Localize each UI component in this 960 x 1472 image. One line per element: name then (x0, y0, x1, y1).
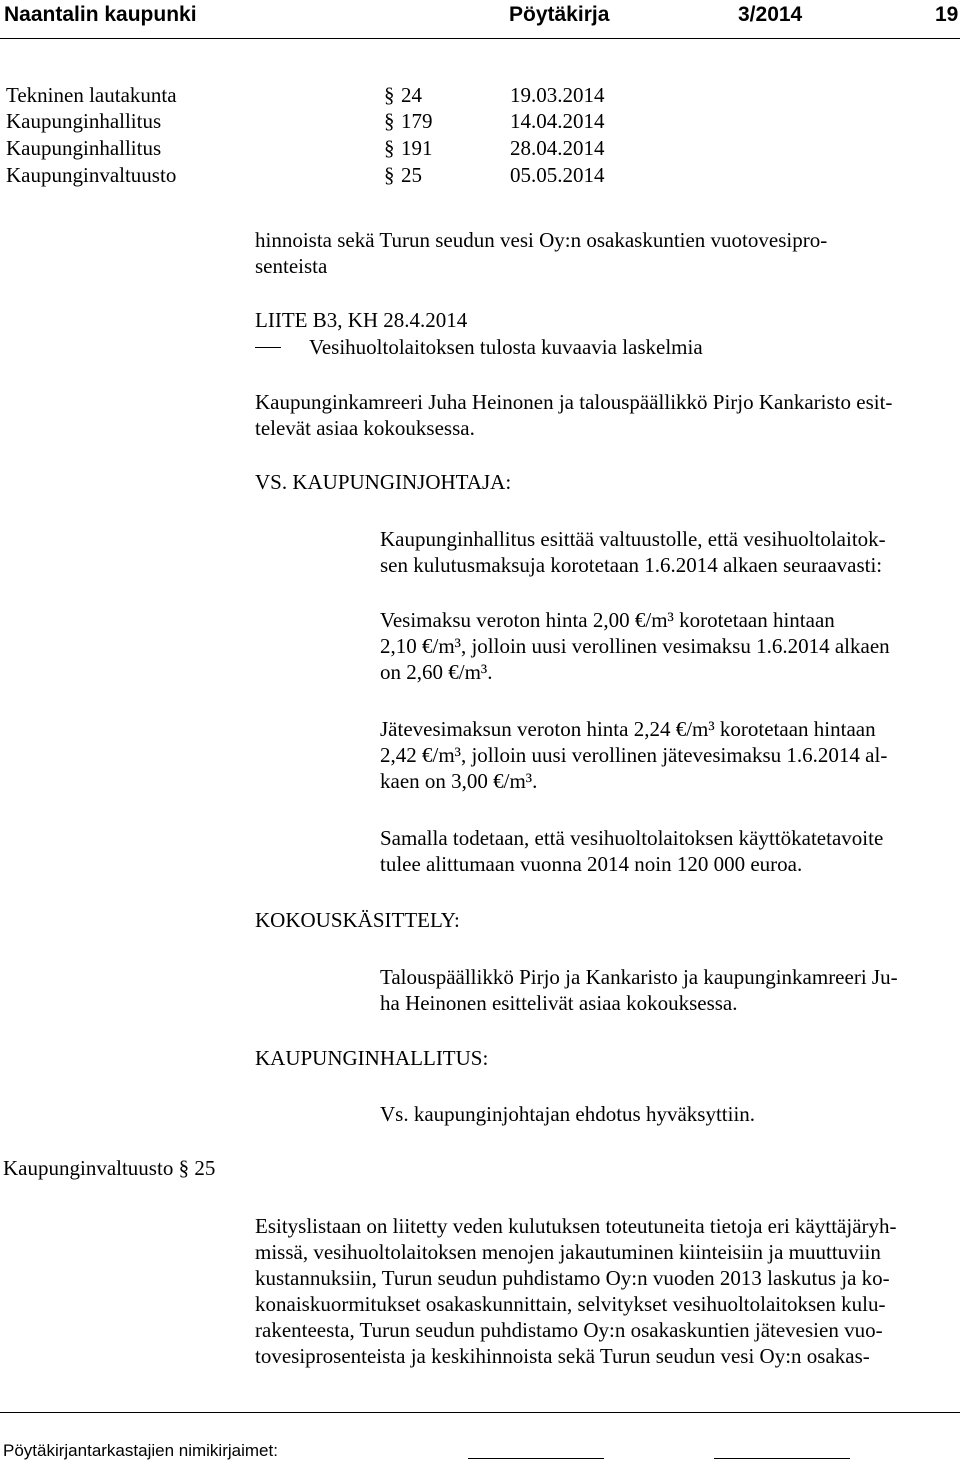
dash-icon (255, 347, 281, 348)
section-icon: § (178, 1156, 190, 1180)
intro-text (255, 227, 827, 279)
history-section: 24 (401, 83, 422, 107)
meeting-text (380, 964, 898, 1016)
footer-label: Pöytäkirjantarkastajien nimikirjaimet: (3, 1441, 278, 1460)
text-line: on 2,60 €/m³. (380, 660, 493, 684)
text-line: konaiskuormitukset osakaskunnittain, selvitykset vesihuoltolaitoksen kulu- (255, 1292, 886, 1316)
header-divider (0, 38, 960, 39)
text-line: hinnoista sekä Turun seudun vesi Oy:n osakaskuntien vuotovesipro- (255, 228, 828, 252)
history-body: Kaupunginhallitus (6, 109, 162, 133)
history-date: 14.04.2014 (510, 109, 605, 133)
proposal-paragraph-4 (380, 825, 883, 877)
council-text (255, 1213, 897, 1369)
signature-line (468, 1458, 604, 1459)
signature-line (714, 1458, 850, 1459)
presenters-text (255, 389, 892, 441)
text-line: kustannuksiin, Turun seudun puhdistamo Oy:n vuoden 2013 laskutus ja ko- (255, 1266, 890, 1290)
text-line: Vesimaksu veroton hinta 2,00 €/m³ korotetaan hintaan (380, 608, 835, 632)
text-line: tovesiprosenteista ja keskihinnoista sekä Turun seudun vesi Oy:n osakas- (255, 1344, 870, 1368)
attachment-item (255, 334, 703, 360)
text-line: sen kulutusmaksuja korotetaan 1.6.2014 alkaen seuraavasti: (380, 553, 883, 577)
history-body: Kaupunginvaltuusto (6, 163, 177, 187)
municipality-name: Naantalin kaupunki (4, 3, 197, 26)
text-line: televät asiaa kokouksessa. (255, 416, 475, 440)
council-section: 25 (194, 1156, 216, 1180)
history-section: 191 (401, 136, 433, 160)
text-line: Samalla todetaan, että vesihuoltolaitoksen käyttökatetavoite (380, 826, 884, 850)
text-line: tulee alittumaan vuonna 2014 noin 120 000 euroa. (380, 852, 803, 876)
meeting-label: KOKOUSKÄSITTELY: (255, 908, 460, 932)
history-date: 19.03.2014 (510, 83, 605, 107)
attachment-item-label: Vesihuoltolaitoksen tulosta kuvaavia laskelmia (309, 335, 703, 359)
text-line: 2,42 €/m³, jolloin uusi verollinen jätevesimaksu 1.6.2014 al- (380, 743, 888, 767)
footer-divider (0, 1412, 960, 1413)
board-decision: Vs. kaupunginjohtajan ehdotus hyväksyttiin. (380, 1102, 756, 1126)
section-icon: § (384, 136, 395, 160)
text-line: missä, vesihuoltolaitoksen menojen jakautuminen kiinteisiin ja muuttuviin (255, 1240, 881, 1264)
text-line: 2,10 €/m³, jolloin uusi verollinen vesimaksu 1.6.2014 alkaen (380, 634, 890, 658)
proposal-label: VS. KAUPUNGINJOHTAJA: (255, 470, 512, 494)
history-section: 25 (401, 163, 422, 187)
text-line: Kaupunginkamreeri Juha Heinonen ja talouspäällikkö Pirjo Kankaristo esit- (255, 390, 893, 414)
proposal-paragraph-1 (380, 526, 886, 578)
attachment-title: LIITE B3, KH 28.4.2014 (255, 308, 468, 332)
proposal-paragraph-3 (380, 716, 887, 794)
text-line: Esityslistaan on liitetty veden kulutuksen toteutuneita tietoja eri käyttäjäryh- (255, 1214, 897, 1238)
text-line: rakenteesta, Turun seudun puhdistamo Oy:n osakaskuntien jätevesien vuo- (255, 1318, 883, 1342)
history-date: 28.04.2014 (510, 136, 605, 160)
document-type: Pöytäkirja (509, 3, 610, 26)
document-number: 3/2014 (738, 3, 803, 26)
page-number: 19 (935, 3, 959, 26)
history-body: Kaupunginhallitus (6, 136, 162, 160)
council-body: Kaupunginvaltuusto (3, 1156, 174, 1180)
section-icon: § (384, 83, 395, 107)
text-line: Kaupunginhallitus esittää valtuustolle, että vesihuoltolaitok- (380, 527, 886, 551)
section-icon: § (384, 163, 395, 187)
council-heading (3, 1155, 215, 1181)
text-line: ha Heinonen esittelivät asiaa kokouksessa. (380, 991, 738, 1015)
history-section: 179 (401, 109, 433, 133)
text-line: senteista (255, 254, 328, 278)
text-line: Jätevesimaksun veroton hinta 2,24 €/m³ korotetaan hintaan (380, 717, 876, 741)
board-label: KAUPUNGINHALLITUS: (255, 1046, 489, 1070)
history-body: Tekninen lautakunta (6, 83, 177, 107)
history-date: 05.05.2014 (510, 163, 605, 187)
text-line: kaen on 3,00 €/m³. (380, 769, 538, 793)
section-icon: § (384, 109, 395, 133)
text-line: Talouspäällikkö Pirjo ja Kankaristo ja kaupunginkamreeri Ju- (380, 965, 898, 989)
proposal-paragraph-2 (380, 607, 890, 685)
